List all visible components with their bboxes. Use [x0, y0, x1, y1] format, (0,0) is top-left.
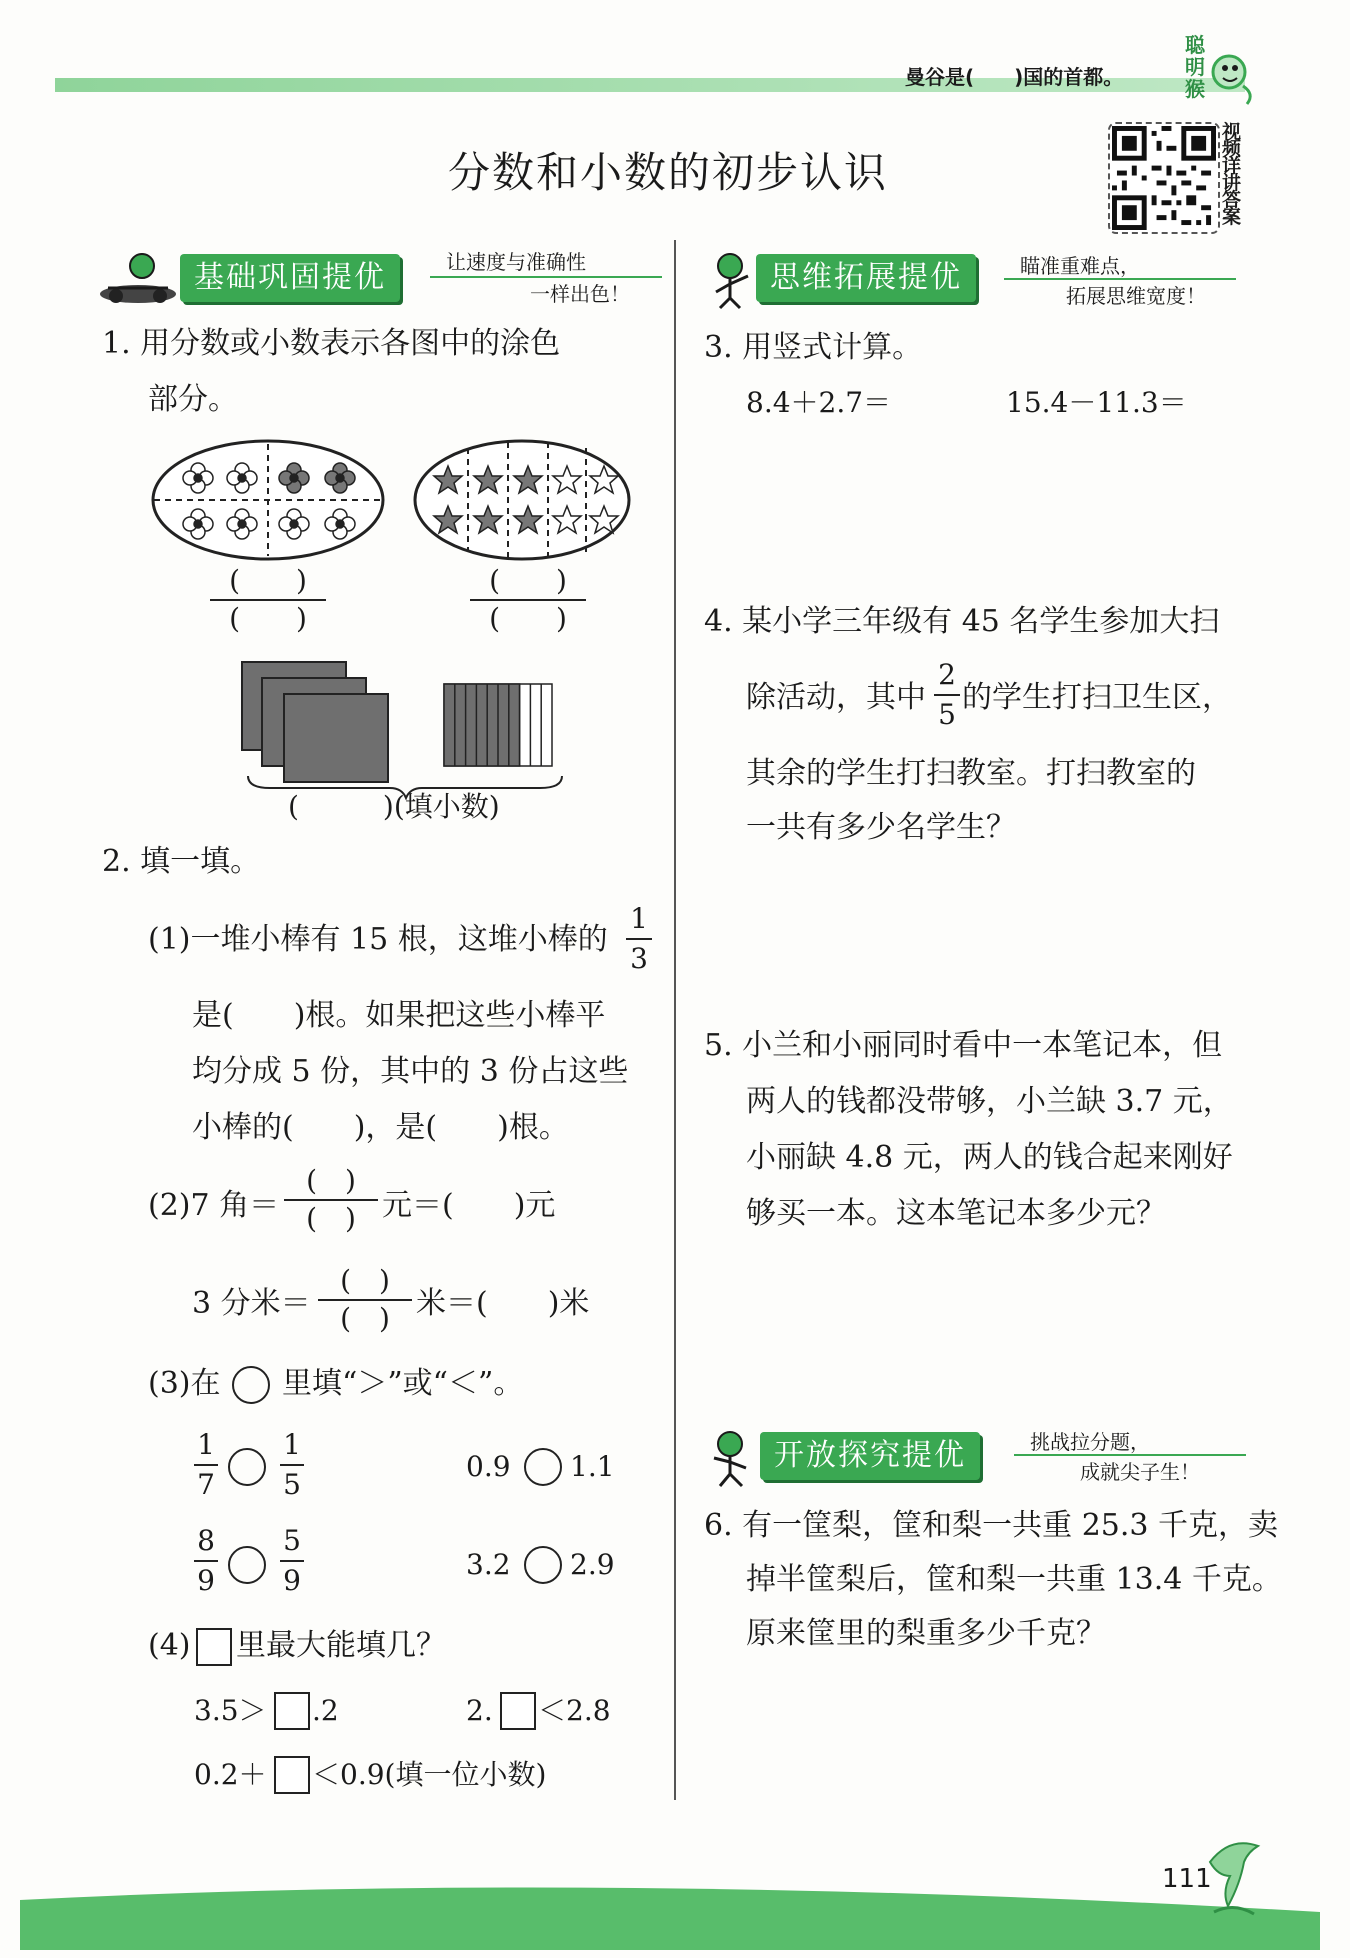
denominator: 7	[197, 1468, 215, 1501]
q2-p2-b-pre: 3 分米＝	[192, 1286, 311, 1321]
q2-p2-b-post: 米＝( )米	[416, 1286, 590, 1321]
cmp1-left-fraction	[194, 1430, 218, 1500]
section-banner-thinking: 思维拓展提优	[756, 254, 976, 302]
denominator: 9	[283, 1564, 301, 1597]
square-figures	[240, 660, 570, 804]
page-title: 分数和小数的初步认识	[448, 148, 889, 197]
q4-line4: 一共有多少名学生？	[746, 810, 1016, 845]
q2-p1-c: 均分成 5 份，其中的 3 份占这些	[192, 1054, 629, 1089]
mascot-kart-icon	[98, 248, 178, 310]
q6-line2: 掉半筐梨后，筐和梨一共重 13.4 千克。	[746, 1562, 1282, 1597]
cmp1-circle[interactable]	[228, 1448, 266, 1486]
numerator: 5	[283, 1524, 301, 1557]
box-icon	[196, 1628, 232, 1666]
q4-line2-pre: 除活动，其中	[746, 680, 926, 715]
q4-line1: 4. 某小学三年级有 45 名学生参加大扫	[704, 604, 1220, 639]
q2-title: 2. 填一填。	[102, 844, 261, 879]
q1-answer-fraction-1[interactable]	[210, 566, 326, 634]
e1-box[interactable]	[274, 1692, 310, 1730]
denominator: 9	[197, 1564, 215, 1597]
e2-box[interactable]	[500, 1692, 536, 1730]
numerator: 8	[197, 1524, 215, 1557]
q5-line1: 5. 小兰和小丽同时看中一本笔记本，但	[704, 1028, 1223, 1063]
star-ellipse-figure	[412, 438, 632, 566]
q2-p2-a-pre: (2)7 角＝	[148, 1188, 280, 1223]
slogan-underline	[1004, 278, 1236, 280]
page-number: 111	[1162, 1864, 1212, 1894]
fraction-denominator-blank: ( )	[489, 602, 567, 635]
cmp1-right-fraction	[280, 1430, 304, 1500]
fraction-numerator-blank: ( )	[340, 1264, 390, 1297]
cmp3-left-fraction	[194, 1526, 218, 1596]
q5-line3: 小丽缺 4.8 元，两人的钱合起来刚好	[746, 1140, 1233, 1175]
q2-p1-a: (1)一堆小棒有 15 根，这堆小棒的	[148, 922, 608, 957]
header-riddle: 曼谷是( )国的首都。	[905, 65, 1124, 89]
q1-line2: 部分。	[148, 382, 238, 417]
fraction-denominator-blank: ( )	[306, 1202, 356, 1235]
q6-line3: 原来筐里的梨重多少千克？	[746, 1616, 1106, 1651]
qr-label: 视频详讲答案	[1222, 121, 1242, 228]
mascot-open-icon	[704, 1428, 758, 1492]
fraction-numerator-blank: ( )	[229, 564, 307, 597]
e2-post: ＜2.8	[538, 1694, 611, 1727]
fraction-denominator-blank: ( )	[229, 602, 307, 635]
section-slogan-basic-2: 一样出色！	[530, 282, 630, 306]
fraction-denominator-blank: ( )	[340, 1302, 390, 1335]
flower-ellipse-figure	[150, 438, 386, 566]
cmp4-left: 3.2	[466, 1548, 511, 1581]
cmp3-right-fraction	[280, 1526, 304, 1596]
section-slogan-thinking-2: 拓展思维宽度！	[1066, 284, 1206, 308]
denominator: 5	[283, 1468, 301, 1501]
cmp4-circle[interactable]	[524, 1546, 562, 1584]
section-slogan-open-1: 挑战拉分题，	[1030, 1430, 1150, 1454]
cmp2-right: 1.1	[570, 1450, 615, 1483]
e2-pre: 2.	[466, 1694, 493, 1727]
fraction-numerator-blank: ( )	[489, 564, 567, 597]
q2-p1-d: 小棒的( )，是( )根。	[192, 1110, 569, 1145]
cmp2-circle[interactable]	[524, 1448, 562, 1486]
q2-p4-post: 里最大能填几？	[236, 1628, 446, 1663]
e3-post: ＜0.9(填一位小数)	[312, 1758, 547, 1791]
slogan-underline	[430, 276, 662, 278]
q3-expr-2: 15.4－11.3＝	[1006, 386, 1187, 419]
q2-p3-post: 里填“＞”或“＜”。	[282, 1366, 524, 1401]
qr-code[interactable]	[1108, 122, 1220, 234]
brand-logo	[1185, 28, 1257, 108]
numerator: 2	[938, 658, 956, 691]
compare-circle-icon	[232, 1366, 270, 1404]
q2-p2-b-fraction[interactable]	[318, 1266, 412, 1334]
section-slogan-open-2: 成就尖子生！	[1080, 1460, 1200, 1484]
footer-wave	[0, 1860, 1350, 1954]
brand-text: 聪明猴	[1185, 33, 1205, 101]
q2-p4-pre: (4)	[148, 1628, 191, 1663]
numerator: 1	[197, 1428, 215, 1461]
q2-p1-fraction	[626, 904, 652, 974]
cmp4-right: 2.9	[570, 1548, 615, 1581]
denominator: 3	[630, 942, 648, 975]
q1-decimal-hint[interactable]: ( )(填小数)	[288, 790, 500, 823]
numerator: 1	[283, 1428, 301, 1461]
mascot-thinking-icon	[704, 250, 758, 314]
q4-line2-post: 的学生打扫卫生区，	[962, 680, 1232, 715]
q6-line1: 6. 有一筐梨，筐和梨一共重 25.3 千克，卖	[704, 1508, 1279, 1543]
fraction-numerator-blank: ( )	[306, 1164, 356, 1197]
q4-fraction	[934, 660, 960, 730]
denominator: 5	[938, 698, 956, 731]
q2-p2-a-fraction[interactable]	[284, 1166, 378, 1234]
q2-p2-a-post: 元＝( )元	[382, 1188, 556, 1223]
e3-pre: 0.2＋	[194, 1758, 267, 1791]
column-divider	[674, 240, 676, 1800]
e1-post: .2	[312, 1694, 339, 1727]
e3-box[interactable]	[274, 1756, 310, 1794]
q3-expr-1: 8.4＋2.7＝	[746, 386, 892, 419]
cmp2-left: 0.9	[466, 1450, 511, 1483]
q2-p3-pre: (3)在	[148, 1366, 221, 1401]
q5-line2: 两人的钱都没带够，小兰缺 3.7 元，	[746, 1084, 1233, 1119]
cmp3-circle[interactable]	[228, 1546, 266, 1584]
section-slogan-thinking-1: 瞄准重难点，	[1020, 254, 1140, 278]
q1-answer-fraction-2[interactable]	[470, 566, 586, 634]
q4-line3: 其余的学生打扫教室。打扫教室的	[746, 756, 1196, 791]
numerator: 1	[630, 902, 648, 935]
section-banner-basic: 基础巩固提优	[180, 254, 400, 302]
slogan-underline	[1014, 1454, 1246, 1456]
e1-pre: 3.5＞	[194, 1694, 267, 1727]
q2-p1-b: 是( )根。如果把这些小棒平	[192, 998, 606, 1033]
q3-title: 3. 用竖式计算。	[704, 330, 923, 365]
section-slogan-basic-1: 让速度与准确性	[446, 250, 586, 274]
q1-line1: 1. 用分数或小数表示各图中的涂色	[102, 326, 561, 361]
q5-line4: 够买一本。这本笔记本多少元？	[746, 1196, 1166, 1231]
section-banner-open: 开放探究提优	[760, 1432, 980, 1480]
